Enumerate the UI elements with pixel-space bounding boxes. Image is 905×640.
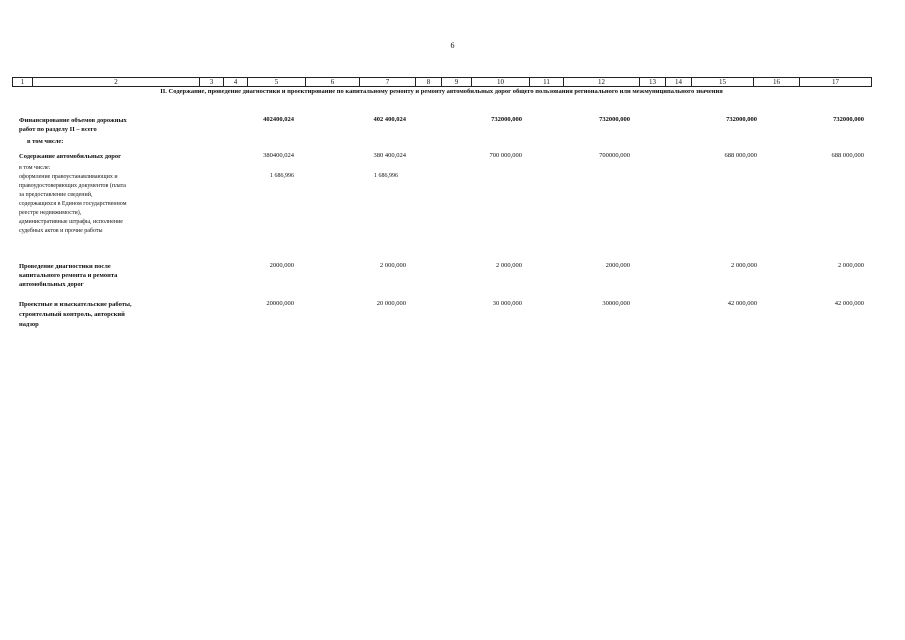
page-number: 6 <box>450 41 455 50</box>
diagnostics-col17: 2 000,000 <box>838 262 864 269</box>
financing-col15: 732000,000 <box>726 116 757 123</box>
financing-label-line2: работ по разделу II – всего <box>19 126 97 133</box>
diagnostics-line3: автомобильных дорог <box>19 281 84 288</box>
col-header-10: 10 <box>472 78 530 87</box>
col-header-11: 11 <box>530 78 564 87</box>
documents-line4: за предоставление сведений, <box>19 192 93 198</box>
design-col7: 20 000,000 <box>376 300 406 307</box>
documents-col7: 1 686,996 <box>374 173 398 179</box>
diagnostics-col15: 2 000,000 <box>731 262 757 269</box>
col-header-4: 4 <box>224 78 248 87</box>
col-header-13: 13 <box>640 78 666 87</box>
documents-line2: оформление правоустанавливающих и <box>19 174 118 180</box>
documents-line6: реестре недвижимости), <box>19 210 82 216</box>
financing-col5: 402400,024 <box>263 116 294 123</box>
col-header-1: 1 <box>13 78 33 87</box>
documents-line3: правоудостоверяющих документов (плата <box>19 183 126 189</box>
documents-line5: содержащихся в Едином государственном <box>19 201 127 207</box>
financing-col17: 732000,000 <box>833 116 864 123</box>
col-header-2: 2 <box>33 78 200 87</box>
col-header-16: 16 <box>754 78 800 87</box>
diagnostics-col10: 2 000,000 <box>496 262 522 269</box>
maintenance-col7: 380 400,024 <box>373 152 406 159</box>
column-number-header <box>12 77 872 87</box>
diagnostics-line2: капитального ремонта и ремонта <box>19 272 118 279</box>
section-title: II. Содержание, проведение диагностики и проектирование по капитальному ремонту и ремонту автомобильных дорог общего пользования регионального или межмуниципального значения <box>160 88 723 95</box>
diagnostics-line1: Проведение диагностики после <box>19 263 111 270</box>
maintenance-col5: 380400,024 <box>263 152 294 159</box>
diagnostics-col7: 2 000,000 <box>380 262 406 269</box>
design-col15: 42 000,000 <box>727 300 757 307</box>
design-line1: Проектные и изыскательские работы, <box>19 301 132 308</box>
maintenance-col10: 700 000,000 <box>489 152 522 159</box>
col-header-5: 5 <box>248 78 306 87</box>
documents-col5: 1 686,996 <box>270 173 294 179</box>
financing-label-sub: в том числе: <box>27 138 64 145</box>
design-col12: 30000,000 <box>602 300 630 307</box>
diagnostics-col5: 2000,000 <box>269 262 294 269</box>
financing-col10: 732000,000 <box>491 116 522 123</box>
design-col10: 30 000,000 <box>492 300 522 307</box>
maintenance-col15: 688 000,000 <box>724 152 757 159</box>
maintenance-label: Содержание автомобильных дорог <box>19 153 122 160</box>
col-header-7: 7 <box>360 78 416 87</box>
design-col17: 42 000,000 <box>834 300 864 307</box>
maintenance-col12: 700000,000 <box>599 152 630 159</box>
col-header-17: 17 <box>800 78 872 87</box>
col-header-3: 3 <box>200 78 224 87</box>
maintenance-col17: 688 000,000 <box>831 152 864 159</box>
col-header-6: 6 <box>306 78 360 87</box>
col-header-12: 12 <box>564 78 640 87</box>
design-line3: надзор <box>19 321 39 328</box>
col-header-15: 15 <box>692 78 754 87</box>
design-line2: строительный контроль, авторский <box>19 311 125 318</box>
design-col5: 20000,000 <box>266 300 294 307</box>
col-header-9: 9 <box>442 78 472 87</box>
financing-col12: 732000,000 <box>599 116 630 123</box>
documents-line7: административные штрафы, исполнение <box>19 219 123 225</box>
financing-col7: 402 400,024 <box>373 116 406 123</box>
diagnostics-col12: 2000,000 <box>605 262 630 269</box>
documents-line1: в том числе: <box>19 165 51 171</box>
col-header-8: 8 <box>416 78 442 87</box>
financing-label-line1: Финансирование объемов дорожных <box>19 117 127 124</box>
documents-line8: судебных актов и прочие работы <box>19 228 103 234</box>
col-header-14: 14 <box>666 78 692 87</box>
